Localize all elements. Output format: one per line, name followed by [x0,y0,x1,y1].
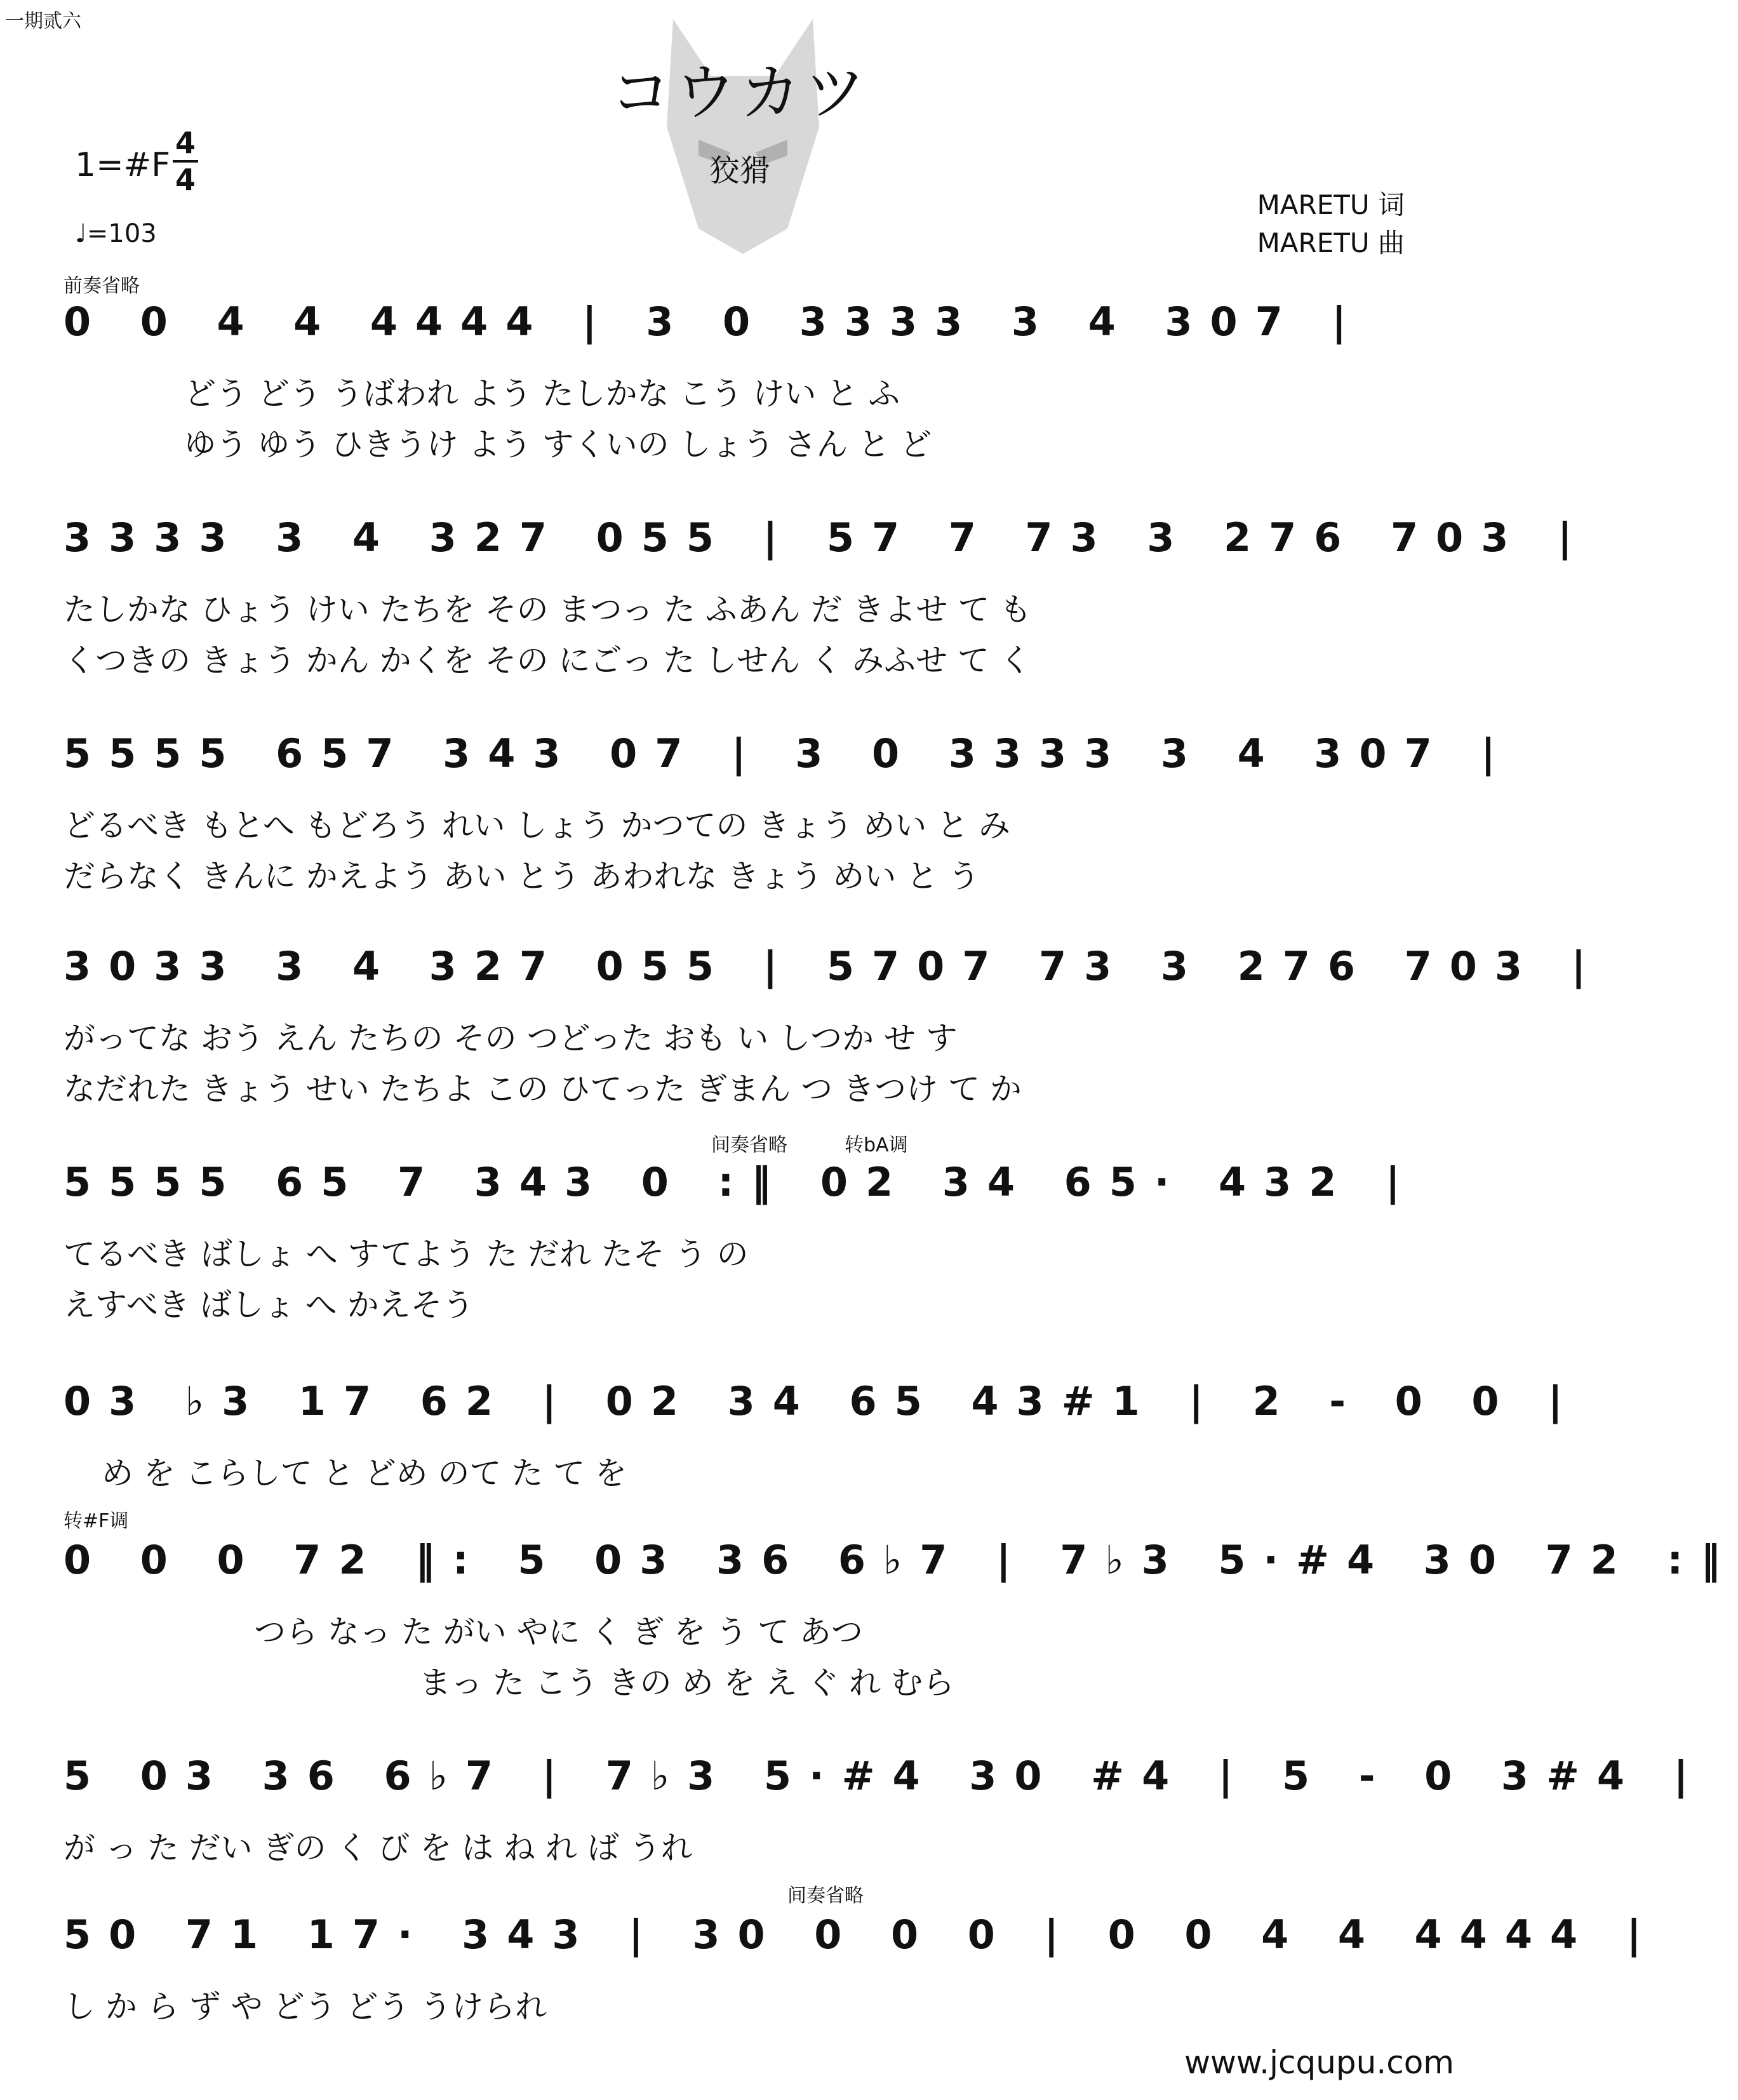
notation-line: 5555 65 7 343 0 :‖ 02 34 65· 432 | [64,1159,1418,1205]
modulation-annotation-bA: 转bA调 [845,1134,908,1156]
lyric-line-1: がってな おう えん たちの その つどった おも い しつか せ す [64,1020,958,1057]
lyric-line-1: どるべき もとへ もどろう れい しょう かつての きょう めい と み [64,807,1011,844]
lyricist-credit: MARETU 词 [1257,189,1405,220]
lyric-line-1: し か ら ず や どう どう うけられ [64,1988,547,2025]
notation-line: 0 0 0 72 ‖: 5 03 36 6♭7 | 7♭3 5·#4 30 72 :‖ [64,1537,1738,1583]
time-signature [173,127,198,196]
interlude-annotation-1: 间奏省略 [711,1134,787,1156]
notation-line: 5 03 36 6♭7 | 7♭3 5·#4 30 #4 | 5 - 0 3#4 | [64,1753,1706,1799]
lyric-line-2: だらなく きんに かえよう あい とう あわれな きょう めい と う [64,858,980,895]
song-subtitle: 狡猾 [709,153,770,189]
lyric-line-1: つら なっ た がい やに く ぎ を う て あつ [254,1614,863,1650]
notation-line: 5555 657 343 07 | 3 0 3333 3 4 307 | [64,730,1513,777]
site-tag: 一期贰六 [5,10,81,32]
lyric-line-1: どう どう うばわれ よう たしかな こう けい と ふ [184,375,900,412]
lyric-line-2: くつきの きょう かん かくを その にごっ た しせん く みふせ て く [64,642,1031,679]
lyric-line-1: てるべき ばしょ へ すてよう た だれ たそ う の [64,1236,749,1273]
tempo-marking: ♩=103 [75,219,157,248]
lyric-line-2: まっ た こう きの め を え ぐ れ むら [419,1664,955,1701]
song-title: コウカツ [610,57,869,128]
modulation-annotation-F: 转#F调 [64,1510,129,1532]
lyric-line-2: なだれた きょう せい たちよ この ひてった ぎまん つ きつけ て か [64,1071,1022,1107]
notation-line: 3333 3 4 327 055 | 57 7 73 3 276 703 | [64,514,1590,561]
lyric-line-2: えすべき ばしょ へ かえそう [64,1287,474,1323]
notation-line: 03 ♭3 17 62 | 02 34 65 43#1 | 2 - 0 0 | [64,1378,1581,1424]
key-signature: 1=#F [75,146,171,184]
notation-line: 3033 3 4 327 055 | 5707 73 3 276 703 | [64,943,1604,989]
time-signature-bottom: 4 [175,163,196,197]
composer-credit: MARETU 曲 [1257,227,1405,258]
lyric-line-1: め を こらして と どめ のて た て を [102,1455,627,1492]
site-watermark: www.jcqupu.com [1184,2044,1454,2081]
interlude-annotation-2: 间奏省略 [787,1885,864,1907]
lyric-line-2: ゆう ゆう ひきうけ よう すくいの しょう さん と ど [184,426,932,463]
notation-line: 0 0 4 4 4444 | 3 0 3333 3 4 307 | [64,298,1364,345]
lyric-line-1: が っ た だい ぎの く び を は ね れ ば うれ [64,1829,693,1866]
notation-line: 50 71 17· 343 | 30 0 0 0 | 0 0 4 4 4444 | [64,1911,1659,1958]
lyric-line-1: たしかな ひょう けい たちを その まつっ た ふあん だ きよせ て も [64,591,1032,628]
time-signature-top: 4 [175,126,196,160]
prelude-annotation: 前奏省略 [64,275,140,297]
